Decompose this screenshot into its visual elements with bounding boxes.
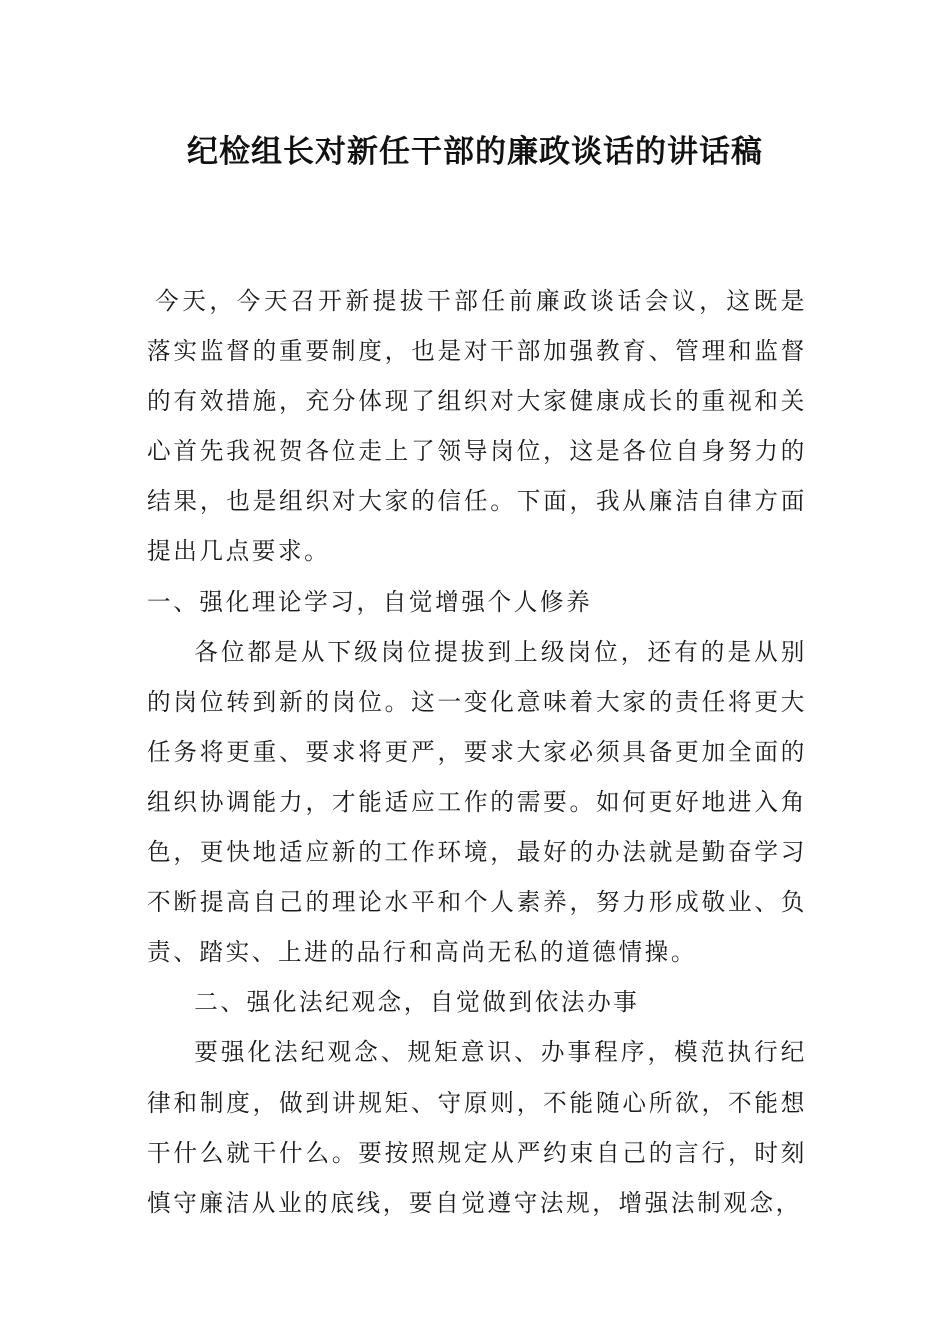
paragraph-section-2: 要强化法纪观念、规矩意识、办事程序，模范执行纪律和制度，做到讲规矩、守原则，不能随心所欲，不能想干什么就干什么。要按照规定从严约束自己的言行，时刻慎守廉洁从业的底线，要自觉遵守法规，增强法制观念， (147, 1038, 807, 1217)
document-body (147, 276, 807, 1228)
section-heading-1: 一、强化理论学习，自觉增强个人修养 (147, 587, 593, 616)
paragraph-opening: 今天，今天召开新提拔干部任前廉政谈话会议，这既是落实监督的重要制度，也是对干部加强教育、管理和监督的有效措施，充分体现了组织对大家健康成长的重视和关心首先我祝贺各位走上了领导岗位，这是各位自身努力的结果，也是组织对大家的信任。下面，我从廉洁自律方面提出几点要求。 (147, 287, 807, 566)
paragraph-section-1: 各位都是从下级岗位提拔到上级岗位，还有的是从别的岗位转到新的岗位。这一变化意味着大家的责任将更大任务将更重、要求将更严，要求大家必须具备更加全面的组织协调能力，才能适应工作的需要。如何更好地进入角色，更快地适应新的工作环境，最好的办法就是勤奋学习不断提高自己的理论水平和个人素养，努力形成敬业、负责、踏实、上进的品行和高尚无私的道德情操。 (147, 637, 807, 967)
section-heading-2: 二、强化法纪观念，自觉做到依法办事 (194, 988, 640, 1017)
document-title: 纪检组长对新任干部的廉政谈话的讲话稿 (187, 134, 763, 170)
